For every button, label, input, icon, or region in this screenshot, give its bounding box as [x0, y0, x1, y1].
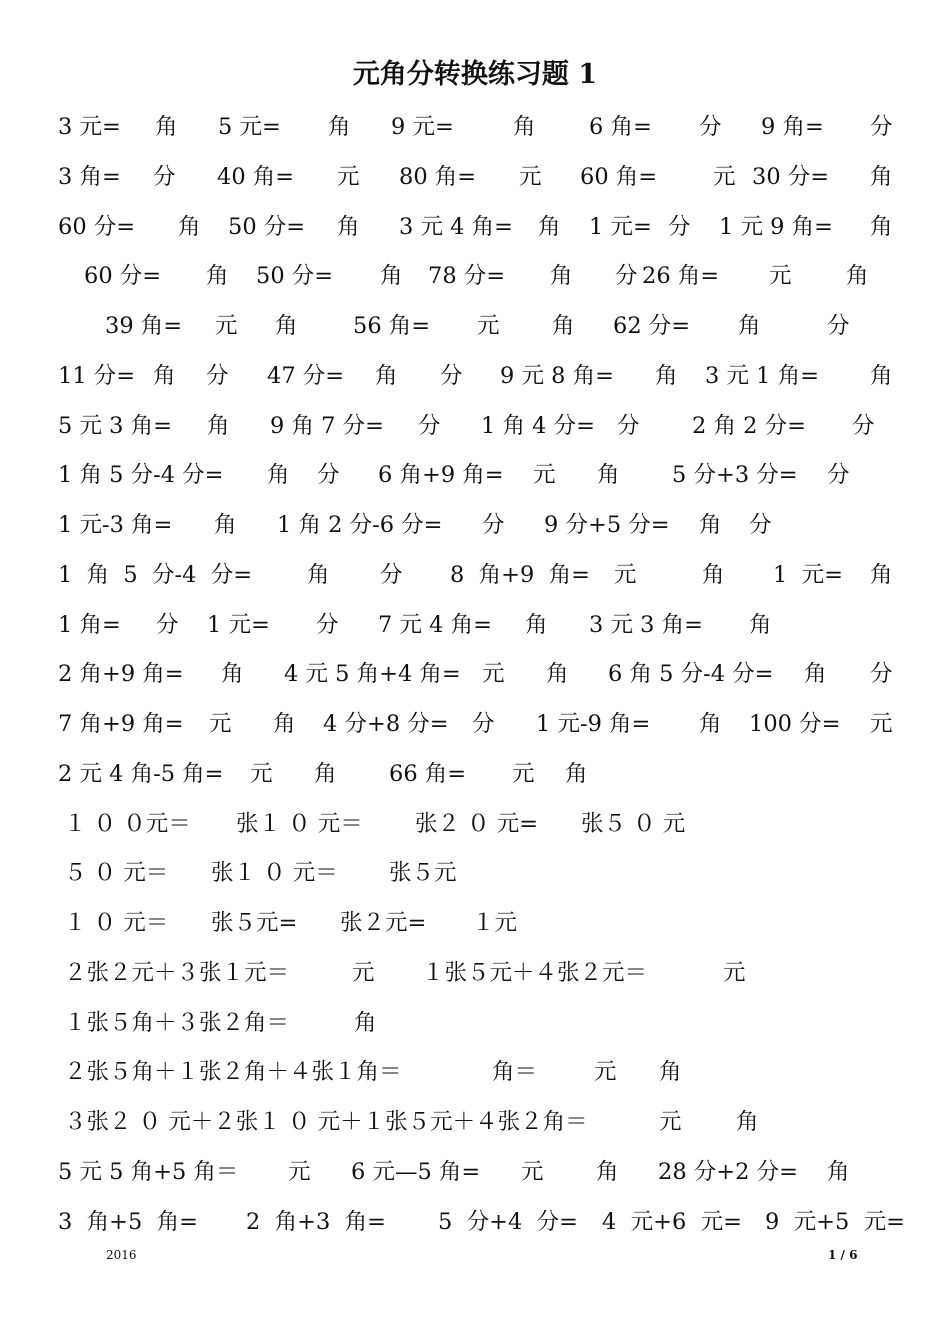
exercise-text: 角: [375, 363, 398, 389]
exercise-text: 60 角=: [580, 164, 658, 190]
exercise-text: 9 元=: [391, 114, 454, 140]
exercise-text: 1 元-9 角=: [536, 711, 651, 737]
exercise-text: ２张２元＋３张１元＝: [64, 960, 290, 986]
exercise-text: 1 元=: [207, 612, 270, 638]
exercise-text: 角: [275, 313, 298, 339]
exercise-text: 47 分=: [267, 363, 345, 389]
exercise-text: 角: [214, 512, 237, 538]
exercise-text: 元: [521, 1159, 544, 1185]
exercise-text: 1 元=: [589, 214, 652, 240]
exercise-row: [58, 360, 898, 392]
exercise-text: 元: [477, 313, 500, 339]
exercise-text: 元: [482, 661, 505, 687]
exercise-text: １ ０ ０元＝: [64, 811, 191, 837]
exercise-text: 角: [221, 661, 244, 687]
exercise-row: [58, 808, 898, 840]
exercise-text: 角: [870, 214, 893, 240]
exercise-row: [58, 111, 898, 143]
exercise-text: 角: [659, 1059, 682, 1085]
exercise-text: 角: [206, 263, 229, 289]
exercise-text: 元: [723, 960, 746, 986]
exercise-text: 1 元-3 角=: [58, 512, 173, 538]
exercise-row: [58, 708, 898, 740]
exercise-text: 6 角 5 分-4 分=: [608, 661, 774, 687]
exercise-row: [58, 459, 898, 491]
exercise-row: [58, 310, 898, 342]
exercise-text: 50 分=: [228, 214, 306, 240]
exercise-text: 角: [328, 114, 351, 140]
exercise-text: 9 角 7 分=: [270, 413, 384, 439]
exercise-text: 56 角=: [353, 313, 431, 339]
exercise-text: 分: [472, 711, 495, 737]
exercise-text: 1 元=: [773, 562, 843, 588]
exercise-text: 3 元=: [58, 114, 121, 140]
exercise-text: 角: [546, 661, 569, 687]
exercise-text: 元: [614, 562, 637, 588]
exercise-text: 1 角 5 分-4 分=: [58, 462, 224, 488]
exercise-text: 9 分+5 分=: [544, 512, 670, 538]
exercise-text: 2 元 4 角-5 角=: [58, 761, 224, 787]
exercise-text: 2 角 2 分=: [692, 413, 806, 439]
exercise-text: 元: [337, 164, 360, 190]
exercise-text: 角: [699, 512, 722, 538]
exercise-row: [58, 1056, 898, 1088]
exercise-text: 元: [512, 761, 535, 787]
exercise-text: 3 元 1 角=: [705, 363, 819, 389]
exercise-text: 8 角+9 角=: [450, 562, 590, 588]
exercise-text: 角: [804, 661, 827, 687]
exercise-row: [58, 957, 898, 989]
exercise-text: 分: [852, 413, 875, 439]
footer-year: 2016: [106, 1248, 137, 1262]
exercise-text: １ ０ 元＝: [64, 910, 169, 936]
exercise-text: 角: [870, 164, 893, 190]
exercise-row: [58, 907, 898, 939]
exercise-text: 1 元 9 角=: [719, 214, 833, 240]
exercise-text: 5 分+3 分=: [672, 462, 798, 488]
exercise-text: 40 角=: [217, 164, 295, 190]
exercise-text: 9 元 8 角=: [500, 363, 614, 389]
exercise-text: 分: [827, 462, 850, 488]
exercise-text: 元: [215, 313, 238, 339]
exercise-text: 3 元 3 角=: [589, 612, 703, 638]
footer-page-number: 1 / 6: [828, 1248, 858, 1262]
exercise-text: 张１ ０ 元＝: [236, 811, 363, 837]
exercise-text: ３张２ ０ 元＋２张１ ０ 元＋１张５元＋４张２角＝: [64, 1109, 588, 1135]
exercise-text: 5 元 5 角+5 角＝: [58, 1159, 239, 1185]
exercise-text: 角: [337, 214, 360, 240]
exercise-text: ５ ０ 元＝: [64, 860, 169, 886]
exercise-text: 26 角=: [642, 263, 720, 289]
exercise-row: [58, 260, 898, 292]
exercise-text: 28 分+2 分=: [658, 1159, 798, 1185]
exercise-text: 角: [749, 612, 772, 638]
exercise-text: 6 角=: [589, 114, 652, 140]
exercise-text: 角: [267, 462, 290, 488]
exercise-text: 角: [846, 263, 869, 289]
exercise-text: 分: [418, 413, 441, 439]
exercise-text: 角: [738, 313, 761, 339]
exercise-text: 39 角=: [105, 313, 183, 339]
exercise-text: 角: [513, 114, 536, 140]
exercise-text: 张２ ０ 元=: [415, 811, 539, 837]
exercise-text: 60 分=: [84, 263, 162, 289]
exercise-row: [58, 509, 898, 541]
page-title: 元角分转换练习题 1: [352, 59, 598, 90]
exercise-row: [58, 857, 898, 889]
exercise-text: 分: [317, 462, 340, 488]
exercise-text: 60 分=: [58, 214, 136, 240]
exercise-text: 角: [314, 761, 337, 787]
exercise-text: 100 分=: [749, 711, 841, 737]
exercise-text: 3 角=: [58, 164, 121, 190]
exercise-text: 分: [699, 114, 722, 140]
exercise-text: 角: [655, 363, 678, 389]
exercise-text: 角: [596, 1159, 619, 1185]
exercise-text: 66 角=: [389, 761, 467, 787]
exercise-text: 角: [525, 612, 548, 638]
exercise-row: [58, 758, 898, 790]
exercise-text: 角: [153, 363, 176, 389]
exercise-text: 角: [307, 562, 330, 588]
exercise-text: 张５元: [389, 860, 457, 886]
exercise-text: 角: [702, 562, 725, 588]
exercise-text: 元: [870, 711, 893, 737]
exercise-text: 1 角 4 分=: [481, 413, 595, 439]
exercise-text: 元: [659, 1109, 682, 1135]
exercise-row: [58, 211, 898, 243]
exercise-row: [58, 1106, 898, 1138]
exercise-text: 分: [316, 612, 339, 638]
exercise-row: [58, 609, 898, 641]
exercise-text: 张５ ０ 元: [581, 811, 686, 837]
exercise-text: 分: [749, 512, 772, 538]
exercise-text: 7 元 4 角=: [378, 612, 492, 638]
exercise-text: 角: [552, 313, 575, 339]
exercise-row: [58, 1156, 898, 1188]
exercise-text: 7 角+9 角=: [58, 711, 184, 737]
exercise-text: 分: [870, 661, 893, 687]
exercise-row: [58, 1007, 898, 1039]
exercise-text: 分: [617, 413, 640, 439]
exercise-text: 9 元+5 元=: [765, 1209, 905, 1235]
exercise-text: 5 分+4 分=: [438, 1209, 578, 1235]
exercise-text: 30 分=: [752, 164, 830, 190]
exercise-text: 2 角+9 角=: [58, 661, 184, 687]
exercise-text: １张５元＋４张２元＝: [422, 960, 648, 986]
exercise-text: 元: [352, 960, 375, 986]
exercise-text: 张２元=: [340, 910, 427, 936]
exercise-text: 角: [354, 1010, 377, 1036]
exercise-text: 元: [713, 164, 736, 190]
exercise-text: 角: [597, 462, 620, 488]
exercise-text: 分: [153, 164, 176, 190]
exercise-text: 9 角=: [761, 114, 824, 140]
exercise-text: 元: [209, 711, 232, 737]
exercise-text: 角: [380, 263, 403, 289]
exercise-text: 6 角+9 角=: [378, 462, 504, 488]
exercise-text: 4 元+6 元=: [602, 1209, 742, 1235]
exercise-text: 1 角 5 分-4 分=: [58, 562, 253, 588]
exercise-text: 元: [594, 1059, 617, 1085]
exercise-text: １张５角＋３张２角＝: [64, 1010, 290, 1036]
exercise-text: 3 元 4 角=: [399, 214, 513, 240]
exercise-text: 元: [769, 263, 792, 289]
exercise-text: 角: [699, 711, 722, 737]
exercise-text: 角: [273, 711, 296, 737]
exercise-text: 元: [519, 164, 542, 190]
exercise-text: 角: [870, 562, 893, 588]
exercise-text: 6 元—5 角=: [351, 1159, 481, 1185]
exercise-text: 角: [538, 214, 561, 240]
exercise-text: 元: [250, 761, 273, 787]
exercise-text: 分: [827, 313, 850, 339]
exercise-text: 元: [533, 462, 556, 488]
exercise-text: 80 角=: [399, 164, 477, 190]
exercise-text: ２张５角＋１张２角＋４张１角＝: [64, 1059, 402, 1085]
exercise-text: 62 分=: [613, 313, 691, 339]
exercise-row: [58, 1206, 905, 1238]
exercise-text: 角: [207, 413, 230, 439]
exercise-text: 2 角+3 角=: [246, 1209, 386, 1235]
exercise-text: 角＝: [492, 1059, 538, 1085]
exercise-text: 角: [827, 1159, 850, 1185]
exercise-text: 4 分+8 分=: [323, 711, 449, 737]
exercise-text: 元: [288, 1159, 311, 1185]
exercise-text: 分: [482, 512, 505, 538]
exercise-text: 角: [155, 114, 178, 140]
exercise-text: 角: [736, 1109, 759, 1135]
exercise-text: 3 角+5 角=: [58, 1209, 198, 1235]
exercise-text: 5 元 3 角=: [58, 413, 172, 439]
exercise-text: 角: [178, 214, 201, 240]
exercise-row: [58, 559, 898, 591]
exercise-text: 1 角=: [58, 612, 121, 638]
exercise-text: １元: [472, 910, 518, 936]
exercise-text: 分: [668, 214, 691, 240]
exercise-text: 4 元 5 角+4 角=: [284, 661, 461, 687]
exercise-text: 分: [870, 114, 893, 140]
exercise-text: 分: [206, 363, 229, 389]
exercise-text: 1 角 2 分-6 分=: [277, 512, 443, 538]
exercise-text: 角: [550, 263, 573, 289]
exercise-text: 角: [870, 363, 893, 389]
exercise-text: 分: [156, 612, 179, 638]
exercise-text: 11 分=: [58, 363, 136, 389]
exercise-text: 分: [615, 263, 638, 289]
exercise-text: 5 元=: [218, 114, 281, 140]
exercise-row: [58, 658, 898, 690]
exercise-text: 角: [565, 761, 588, 787]
exercise-text: 张５元=: [211, 910, 298, 936]
exercise-row: [58, 410, 898, 442]
exercise-row: [58, 161, 898, 193]
exercise-text: 分: [380, 562, 403, 588]
exercise-text: 50 分=: [256, 263, 334, 289]
exercise-text: 张１ ０ 元＝: [211, 860, 338, 886]
exercise-text: 78 分=: [428, 263, 506, 289]
exercise-text: 分: [440, 363, 463, 389]
